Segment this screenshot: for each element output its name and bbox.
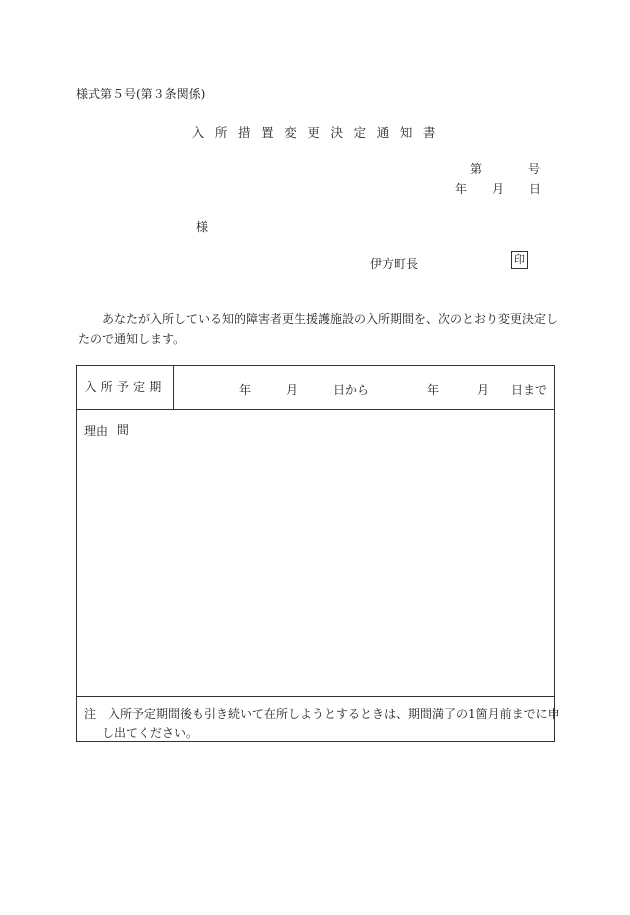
period-label: 入所予定期間 bbox=[77, 366, 174, 409]
number-prefix: 第 bbox=[470, 162, 483, 176]
date-day: 日 bbox=[529, 182, 542, 196]
to-day: 日まで bbox=[511, 383, 548, 397]
period-table bbox=[76, 365, 560, 742]
date-year: 年 bbox=[455, 182, 468, 196]
to-month: 月 bbox=[477, 383, 490, 397]
note-text: 注 入所予定期間後も引き続いて在所しようとするときは、期間満了の1箇月前までに申し出てください。 bbox=[84, 707, 560, 740]
from-month: 月 bbox=[286, 383, 299, 397]
notice-body: あなたが入所している知的障害者更生援護施設の入所期間を、次のとおり変更決定したので通知します。 bbox=[78, 312, 559, 346]
from-year: 年 bbox=[239, 383, 252, 397]
seal-mark: 印 bbox=[511, 251, 528, 269]
document-title: 入所措置変更決定通知書 bbox=[191, 125, 447, 140]
sender-name: 伊方町長 bbox=[370, 257, 419, 271]
reason-label: 理由 bbox=[84, 424, 109, 438]
form-number: 様式第５号(第３条関係) bbox=[76, 87, 206, 101]
date-month: 月 bbox=[492, 182, 505, 196]
number-suffix: 号 bbox=[527, 162, 540, 176]
addressee-honorific: 様 bbox=[196, 220, 209, 234]
to-year: 年 bbox=[427, 383, 440, 397]
from-day: 日から bbox=[333, 383, 370, 397]
note-row bbox=[77, 696, 560, 743]
